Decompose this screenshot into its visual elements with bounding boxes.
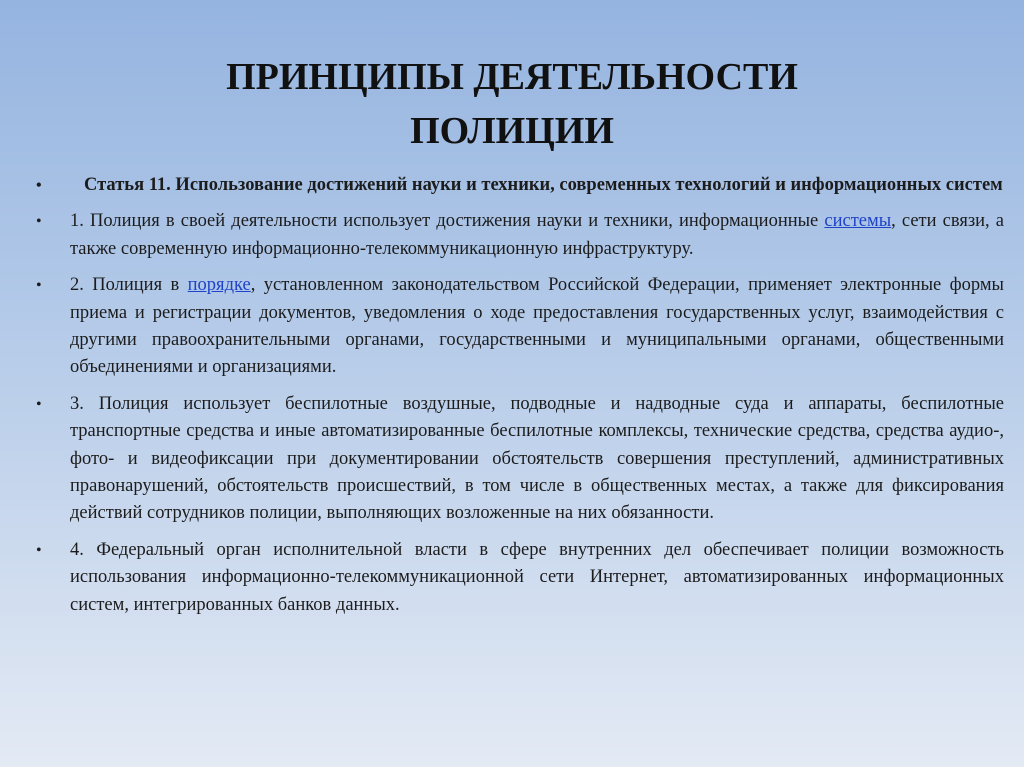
slide-title-line-2: ПОЛИЦИИ — [410, 110, 614, 152]
list-item-point-4 — [36, 537, 1004, 619]
link-poryadke[interactable]: порядке — [187, 275, 251, 296]
point-4-text: 4. Федеральный орган исполнительной власти в сфере внутренних дел обеспечивает полиции возможность использования информационно-телекоммуникационной сети Интернет, автоматизированных информационных систем, интегрированных банков данных. — [70, 539, 1004, 615]
article-heading-text: Статья 11. Использование достижений науки и техники, современных технологий и информационных систем — [84, 175, 1003, 195]
point-2-text-start: 2. Полиция в — [70, 275, 188, 296]
slide-title — [0, 50, 1024, 158]
point-1-text-start: 1. Полиция в своей деятельности использует достижения науки и техники, информационные — [70, 211, 825, 232]
point-2-text-end: , установленном законодательством Российской Федерации, применяет электронные формы приема и регистрации документов, уведомления о ходе предоставления государственных услуг, взаимодействия с другими правоохранительными органами, государственными и муниципальными органами, общественными объединениями и организациями. — [70, 275, 1004, 378]
bullet-icon: • — [36, 177, 42, 194]
list-item-point-2 — [36, 272, 1004, 382]
point-3-text: 3. Полиция использует беспилотные воздушные, подводные и надводные суда и аппараты, беспилотные транспортные средства и иные автоматизированные беспилотные комплексы, технические средства, средства аудио-, фото- и видеофиксации при документировании обстоятельств совершения преступлений, административных правонарушений, обстоятельств происшествий, в том числе в общественных местах, а также для фиксирования действий сотрудников полиции, выполняющих возложенные на них обязанности. — [70, 393, 1004, 524]
bullet-icon: • — [36, 213, 42, 231]
bullet-icon: • — [36, 541, 42, 559]
link-sistemy[interactable]: системы — [824, 211, 892, 232]
bullet-icon: • — [36, 277, 42, 295]
point-1-text-end: , сети связи, а также современную информационно-телекоммуникационную инфраструктуру. — [70, 211, 1005, 259]
list-item-point-3 — [36, 391, 1004, 528]
bullet-icon: • — [36, 395, 42, 413]
slide-title-line-1: ПРИНЦИПЫ ДЕЯТЕЛЬНОСТИ — [226, 56, 798, 98]
list-item-point-1 — [36, 208, 1004, 263]
list-item-article-heading — [36, 172, 1004, 199]
bullet-list — [36, 172, 1004, 628]
